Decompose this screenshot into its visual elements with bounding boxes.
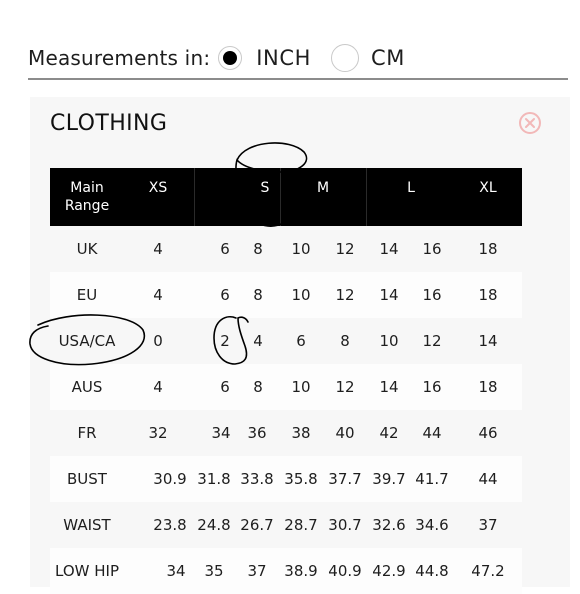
table-cell: 41.7 — [415, 470, 449, 488]
table-cell: 10 — [291, 378, 311, 396]
table-cell: 18 — [478, 378, 498, 396]
table-row — [50, 318, 522, 364]
table-cell: 37 — [247, 562, 267, 580]
table-cell: 4 — [253, 332, 263, 350]
header-size-l: L — [407, 180, 415, 196]
header-main-range — [65, 179, 109, 215]
table-cell: 38 — [291, 424, 311, 442]
inch-option-label[interactable]: INCH — [256, 46, 312, 70]
section-title: CLOTHING — [50, 111, 168, 136]
table-cell: 28.7 — [284, 516, 318, 534]
table-cell: 30.9 — [153, 470, 187, 488]
header-size-xs: XS — [148, 180, 168, 196]
table-cell: 33.8 — [240, 470, 274, 488]
table-cell: 35.8 — [284, 470, 318, 488]
table-header — [50, 168, 522, 226]
table-cell: 6 — [296, 332, 306, 350]
table-cell: 44.8 — [415, 562, 449, 580]
table-cell: 34.6 — [415, 516, 449, 534]
table-cell: 8 — [253, 286, 263, 304]
table-cell: 8 — [340, 332, 350, 350]
table-cell: 40 — [335, 424, 355, 442]
table-cell: 34 — [211, 424, 231, 442]
inch-radio[interactable] — [218, 46, 242, 70]
table-cell: 31.8 — [197, 470, 231, 488]
table-cell: 14 — [379, 378, 399, 396]
table-cell: 39.7 — [372, 470, 406, 488]
header-size-s: S — [260, 180, 270, 196]
header-divider-line — [366, 168, 367, 226]
table-cell: 14 — [379, 240, 399, 258]
row-label: EU — [76, 286, 98, 304]
table-row — [50, 226, 522, 272]
table-cell: 40.9 — [328, 562, 362, 580]
row-label: AUS — [71, 378, 103, 396]
table-cell: 6 — [220, 286, 230, 304]
table-cell: 32 — [148, 424, 168, 442]
header-divider — [28, 78, 568, 80]
table-cell: 18 — [478, 286, 498, 304]
radio-selected-dot — [223, 51, 237, 65]
table-cell: 26.7 — [240, 516, 274, 534]
table-cell: 37 — [478, 516, 498, 534]
header-size-m: M — [316, 180, 330, 196]
table-cell: 24.8 — [197, 516, 231, 534]
table-row — [50, 456, 522, 502]
table-cell: 8 — [253, 240, 263, 258]
cm-option-label[interactable]: CM — [371, 46, 406, 70]
table-cell: 8 — [253, 378, 263, 396]
header-divider-line — [280, 168, 281, 226]
table-cell: 4 — [153, 240, 163, 258]
table-cell: 14 — [478, 332, 498, 350]
row-label: USA/CA — [58, 332, 116, 350]
measurements-label: Measurements in: — [28, 46, 211, 70]
cm-radio[interactable] — [331, 44, 359, 72]
table-cell: 0 — [153, 332, 163, 350]
table-cell: 12 — [335, 378, 355, 396]
table-cell: 46 — [478, 424, 498, 442]
close-circle-icon[interactable] — [518, 111, 542, 135]
table-cell: 32.6 — [372, 516, 406, 534]
table-cell: 42 — [379, 424, 399, 442]
table-row — [50, 272, 522, 318]
header-range: Range — [64, 198, 110, 214]
table-cell: 12 — [422, 332, 442, 350]
table-cell: 10 — [291, 286, 311, 304]
table-cell: 44 — [478, 470, 498, 488]
table-row — [50, 548, 522, 594]
table-cell: 35 — [204, 562, 224, 580]
table-cell: 44 — [422, 424, 442, 442]
table-cell: 10 — [379, 332, 399, 350]
table-cell: 12 — [335, 240, 355, 258]
measurement-unit-selector — [28, 38, 405, 78]
table-cell: 12 — [335, 286, 355, 304]
table-cell: 16 — [422, 240, 442, 258]
header-main: Main — [70, 180, 104, 196]
table-cell: 16 — [422, 286, 442, 304]
header-size-xl: XL — [479, 180, 497, 196]
table-cell: 14 — [379, 286, 399, 304]
table-cell: 10 — [291, 240, 311, 258]
row-label: UK — [76, 240, 98, 258]
table-cell: 42.9 — [372, 562, 406, 580]
table-cell: 4 — [153, 378, 163, 396]
table-cell: 18 — [478, 240, 498, 258]
table-cell: 4 — [153, 286, 163, 304]
row-label: BUST — [67, 470, 107, 488]
table-cell: 16 — [422, 378, 442, 396]
table-cell: 6 — [220, 240, 230, 258]
table-cell: 38.9 — [284, 562, 318, 580]
table-cell: 47.2 — [471, 562, 505, 580]
row-label: WAIST — [63, 516, 111, 534]
table-cell: 36 — [247, 424, 267, 442]
table-row — [50, 502, 522, 548]
table-cell: 30.7 — [328, 516, 362, 534]
table-row — [50, 364, 522, 410]
row-label: FR — [77, 424, 97, 442]
table-row — [50, 410, 522, 456]
table-cell: 2 — [220, 332, 230, 350]
table-cell: 23.8 — [153, 516, 187, 534]
header-divider-line — [194, 168, 195, 226]
table-cell: 6 — [220, 378, 230, 396]
table-cell: 34 — [166, 562, 186, 580]
row-label: LOW HIP — [55, 562, 119, 580]
table-cell: 37.7 — [328, 470, 362, 488]
